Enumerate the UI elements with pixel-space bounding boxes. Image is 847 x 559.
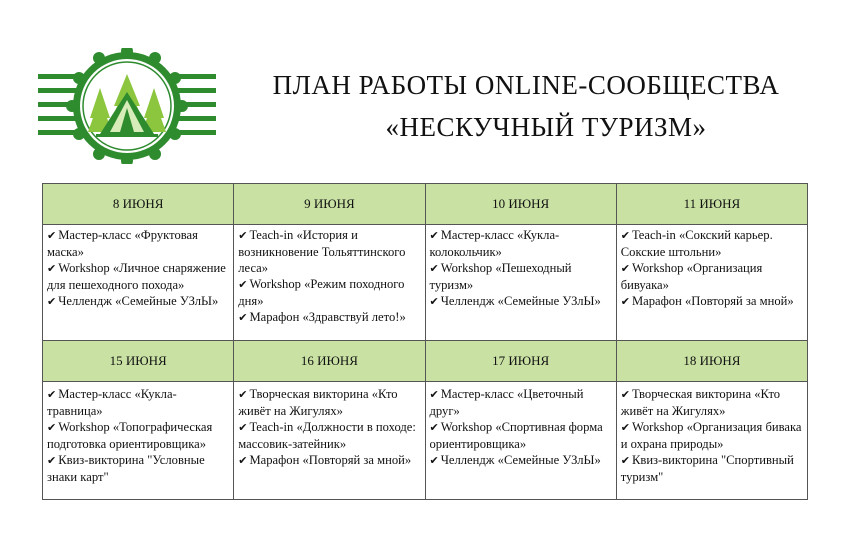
checkmark-icon: ✔	[238, 230, 248, 242]
title-line-2: «НЕСКУЧНЫЙ ТУРИЗМ»	[385, 112, 707, 142]
checkmark-icon: ✔	[620, 296, 630, 308]
activity-item: ✔ Мастер-класс «Кукла-травница»	[47, 387, 177, 418]
checkmark-icon: ✔	[47, 389, 57, 401]
activity-item: ✔ Workshop «Пешеходный туризм»	[429, 261, 572, 292]
checkmark-icon: ✔	[429, 389, 439, 401]
activities-cell	[234, 225, 425, 341]
activity-item: ✔ Творческая викторина «Кто живёт на Жигулях»	[238, 387, 398, 418]
checkmark-icon: ✔	[238, 312, 248, 324]
checkmark-icon: ✔	[620, 455, 630, 467]
date-cell: 9 ИЮНЯ	[234, 184, 425, 225]
activity-item: ✔ Workshop «Спортивная форма ориентировщика»	[429, 420, 603, 451]
activity-item: ✔ Мастер-класс «Фруктовая маска»	[47, 228, 198, 259]
date-cell: 17 ИЮНЯ	[425, 341, 616, 382]
checkmark-icon: ✔	[47, 296, 57, 308]
checkmark-icon: ✔	[47, 422, 57, 434]
activity-item: ✔ Челлендж «Семейные УЗлЫ»	[429, 453, 601, 467]
activity-item: ✔ Teach-in «История и возникновение Тольяттинского леса»	[238, 228, 406, 275]
checkmark-icon: ✔	[238, 389, 248, 401]
checkmark-icon: ✔	[47, 263, 57, 275]
activity-item: ✔ Workshop «Режим походного дня»	[238, 277, 405, 308]
date-cell: 18 ИЮНЯ	[616, 341, 807, 382]
checkmark-icon: ✔	[620, 230, 630, 242]
activity-item: ✔ Творческая викторина «Кто живёт на Жигулях»	[620, 387, 781, 418]
checkmark-icon: ✔	[620, 422, 630, 434]
activities-cell	[234, 382, 425, 500]
activities-row	[43, 382, 808, 500]
date-cell: 8 ИЮНЯ	[43, 184, 234, 225]
checkmark-icon: ✔	[429, 296, 439, 308]
activity-item: ✔ Teach-in «Должности в походе: массовик-затейник»	[238, 420, 416, 451]
activities-cell	[425, 382, 616, 500]
checkmark-icon: ✔	[429, 455, 439, 467]
activity-item: ✔ Teach-in «Сокский карьер. Сокские штольни»	[620, 228, 773, 259]
checkmark-icon: ✔	[238, 455, 248, 467]
activity-item: ✔ Квиз-викторина "Спортивный туризм"	[620, 453, 794, 484]
title-line-1: ПЛАН РАБОТЫ ONLINE-СООБЩЕСТВА	[272, 70, 780, 100]
checkmark-icon: ✔	[238, 422, 248, 434]
activity-item: ✔ Workshop «Организация бивуака»	[620, 261, 763, 292]
activity-item: ✔ Workshop «Организация бивака и охрана природы»	[620, 420, 802, 451]
activity-item: ✔ Челлендж «Семейные УЗлЫ»	[429, 294, 601, 308]
page-title	[226, 64, 826, 148]
activities-row	[43, 225, 808, 341]
activity-item: ✔ Workshop «Топографическая подготовка ориентировщика»	[47, 420, 213, 451]
activities-cell	[616, 225, 807, 341]
checkmark-icon: ✔	[429, 230, 439, 242]
activity-item: ✔ Марафон «Повторяй за мной»	[238, 453, 412, 467]
date-cell: 11 ИЮНЯ	[616, 184, 807, 225]
date-header-row	[43, 341, 808, 382]
checkmark-icon: ✔	[429, 422, 439, 434]
activities-cell	[43, 382, 234, 500]
activities-cell	[43, 225, 234, 341]
checkmark-icon: ✔	[620, 389, 630, 401]
activities-cell	[425, 225, 616, 341]
date-cell: 15 ИЮНЯ	[43, 341, 234, 382]
checkmark-icon: ✔	[238, 279, 248, 291]
checkmark-icon: ✔	[429, 263, 439, 275]
date-cell: 16 ИЮНЯ	[234, 341, 425, 382]
date-header-row	[43, 184, 808, 225]
activity-item: ✔ Марафон «Здравствуй лето!»	[238, 310, 406, 324]
checkmark-icon: ✔	[47, 230, 57, 242]
activity-item: ✔ Мастер-класс «Цветочный друг»	[429, 387, 584, 418]
activities-cell	[616, 382, 807, 500]
activity-item: ✔ Workshop «Личное снаряжение для пешеходного похода»	[47, 261, 226, 292]
checkmark-icon: ✔	[620, 263, 630, 275]
checkmark-icon: ✔	[47, 455, 57, 467]
activity-item: ✔ Марафон «Повторяй за мной»	[620, 294, 794, 308]
community-logo	[38, 48, 216, 164]
activity-item: ✔ Квиз-викторина "Условные знаки карт"	[47, 453, 205, 484]
schedule-table	[42, 183, 808, 500]
activity-item: ✔ Мастер-класс «Кукла-колокольчик»	[429, 228, 560, 259]
activity-item: ✔ Челлендж «Семейные УЗлЫ»	[47, 294, 219, 308]
date-cell: 10 ИЮНЯ	[425, 184, 616, 225]
